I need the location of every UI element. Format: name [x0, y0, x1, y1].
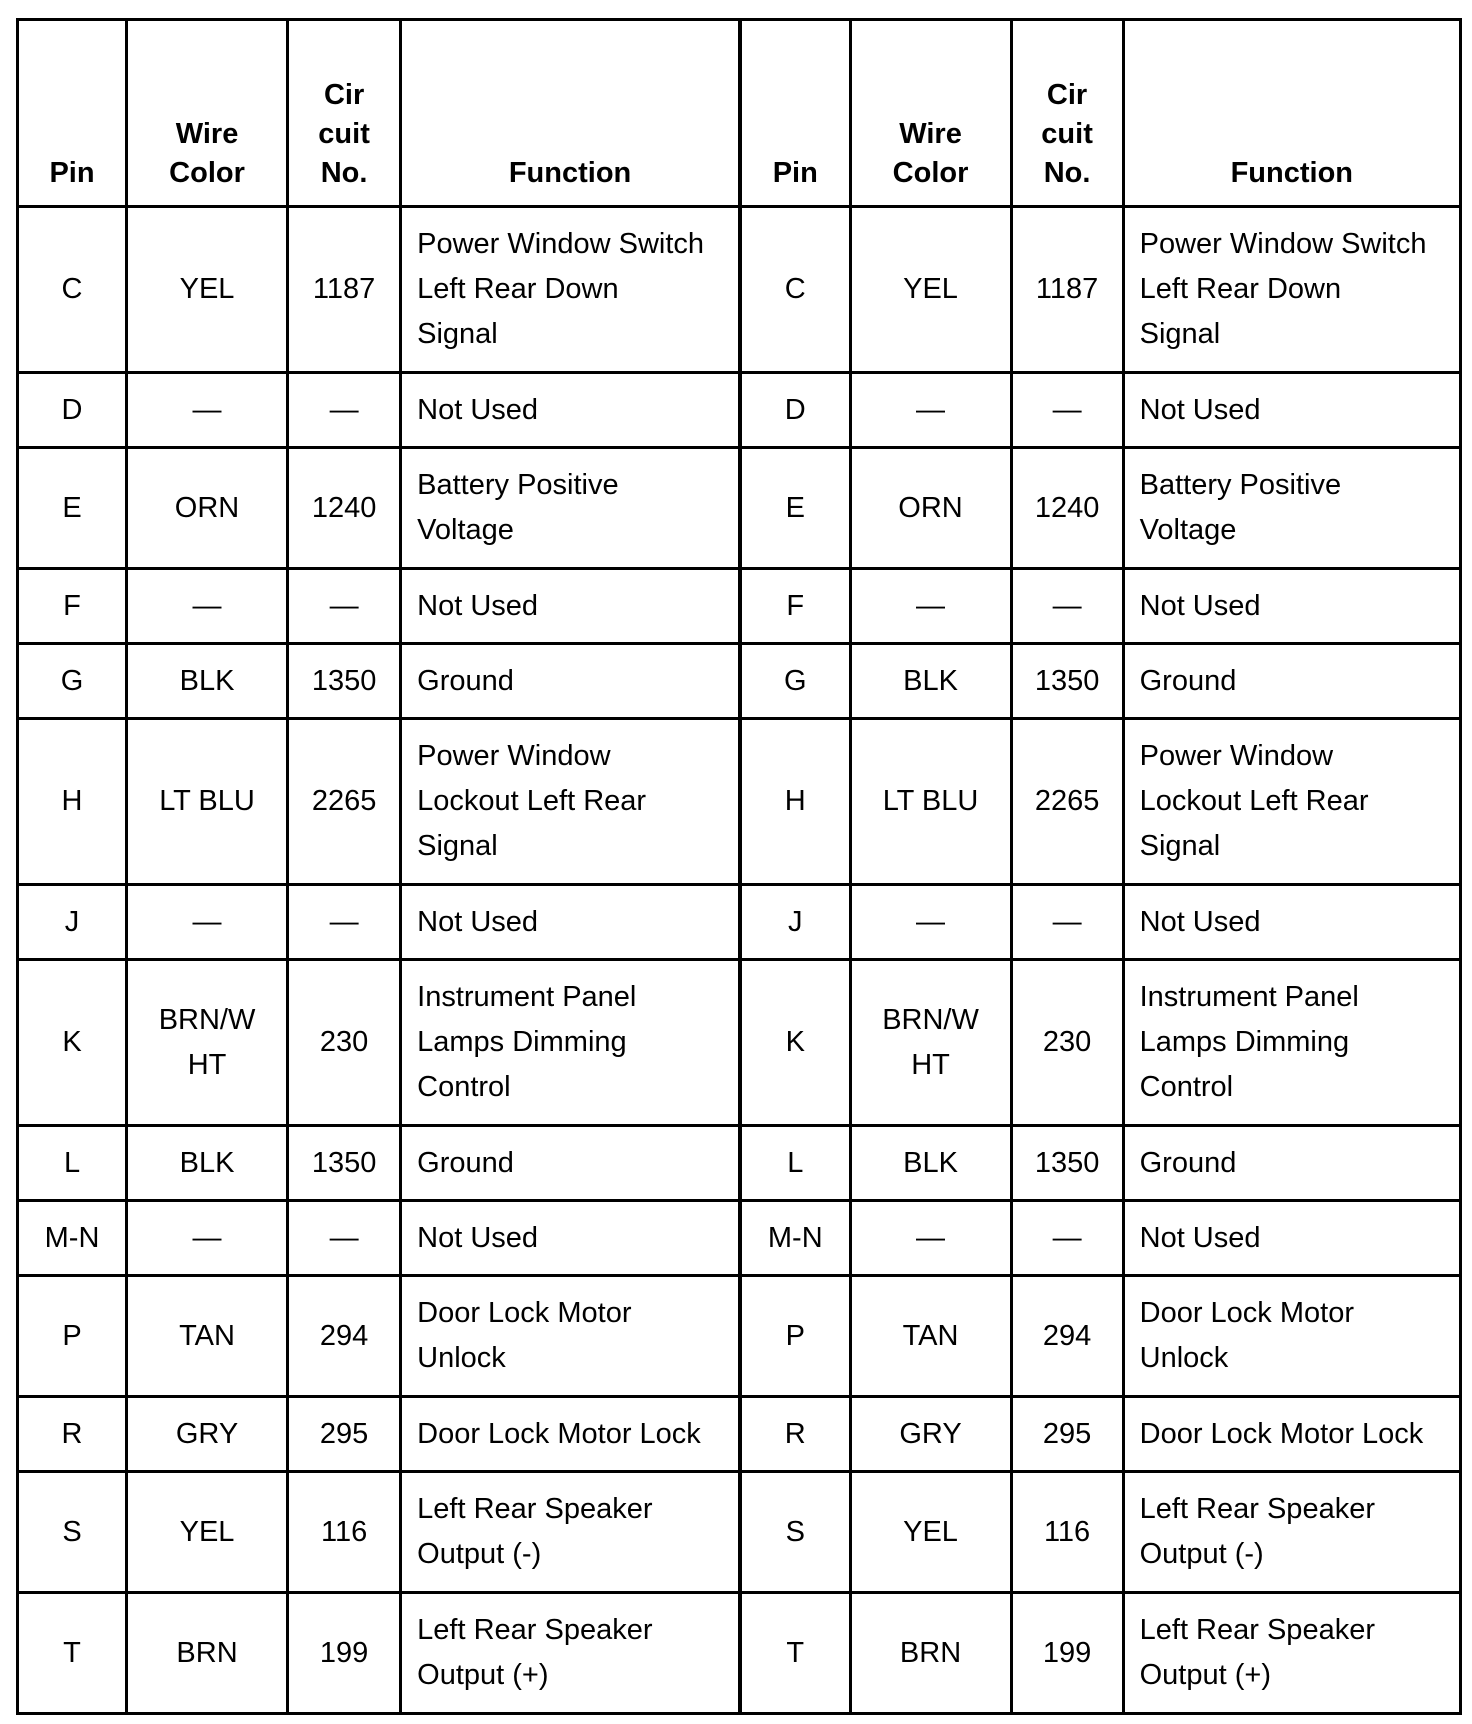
function-line: Lamps Dimming	[1139, 1026, 1350, 1058]
circuit-no-value: 1350	[311, 664, 377, 697]
function-line: Voltage	[1139, 514, 1237, 546]
circuit-no-cell	[288, 373, 401, 448]
function-cell	[1123, 644, 1460, 719]
circuit-no-cell	[288, 1397, 401, 1472]
function-line: Unlock	[1139, 1342, 1229, 1374]
function-line: Power Window	[1139, 740, 1334, 772]
wire-color-cell	[850, 960, 1011, 1126]
circuit-no-cell	[1011, 448, 1123, 569]
pin-cell	[740, 644, 850, 719]
function-cell	[1123, 207, 1460, 373]
pin-value: R	[61, 1417, 83, 1450]
header-wire-color: Wire Color	[850, 20, 1011, 207]
pin-value: L	[787, 1146, 804, 1179]
circuit-no-cell	[288, 1276, 401, 1397]
circuit-no-cell	[1011, 644, 1123, 719]
table-row	[18, 1593, 1461, 1714]
circuit-no-value: 1187	[312, 273, 376, 305]
function-cell	[1123, 719, 1460, 885]
header-pin: Pin	[18, 20, 127, 207]
circuit-no-value: 1240	[1034, 491, 1100, 524]
circuit-no-cell	[288, 885, 401, 960]
wire-color-value: YEL	[179, 1515, 235, 1548]
function-line: Not Used	[1139, 589, 1261, 622]
function-line: Instrument Panel	[1139, 981, 1359, 1013]
pin-cell	[18, 569, 127, 644]
table-row	[18, 569, 1461, 644]
table-row	[18, 1472, 1461, 1593]
function-cell	[401, 1397, 740, 1472]
pin-cell	[740, 960, 850, 1126]
wire-color-value: YEL	[903, 1515, 958, 1548]
header-circuit-no: Cir cuit No.	[288, 20, 401, 207]
pin-value: T	[63, 1636, 81, 1669]
function-cell	[1123, 1276, 1460, 1397]
function-cell	[1123, 373, 1460, 448]
wire-color-value: —	[192, 589, 222, 622]
wire-color-value: BRN/W	[158, 1003, 256, 1036]
pin-value: K	[785, 1026, 805, 1058]
wire-color-value: ORN	[174, 491, 240, 524]
function-line: Door Lock Motor	[1139, 1297, 1354, 1329]
pin-cell	[18, 1126, 127, 1201]
function-line: Power Window Switch	[1139, 228, 1427, 260]
wire-color-cell	[127, 644, 288, 719]
function-line: Not Used	[1139, 1221, 1261, 1254]
circuit-no-value: 2265	[1034, 785, 1100, 817]
circuit-no-value: —	[329, 393, 359, 426]
pin-cell	[740, 448, 850, 569]
wire-color-cell	[127, 719, 288, 885]
pin-value: L	[63, 1146, 81, 1179]
wire-color-cell	[850, 207, 1011, 373]
wire-color-value: BRN/W	[882, 1003, 979, 1036]
function-line: Not Used	[417, 1221, 539, 1254]
pin-value: M-N	[44, 1221, 100, 1254]
wire-color-value: LT BLU	[159, 785, 255, 817]
function-line: Control	[417, 1071, 511, 1103]
circuit-no-value: 116	[320, 1515, 368, 1548]
function-line: Lockout Left Rear	[1139, 785, 1369, 817]
function-line: Output (+)	[1139, 1659, 1271, 1691]
wire-color-value: ORN	[898, 491, 963, 524]
circuit-no-cell	[1011, 719, 1123, 885]
circuit-no-value: 1240	[311, 491, 377, 524]
function-line: Ground	[1139, 1146, 1237, 1179]
circuit-no-value: 230	[319, 1026, 369, 1058]
function-line: Left Rear Down	[1139, 273, 1342, 305]
function-line: Signal	[1139, 318, 1221, 350]
pin-cell	[18, 1201, 127, 1276]
pin-cell	[18, 373, 127, 448]
function-cell	[1123, 1126, 1460, 1201]
wire-color-cell	[850, 569, 1011, 644]
wire-color-value: —	[916, 589, 946, 622]
function-line: Output (-)	[417, 1538, 542, 1570]
wire-color-value: GRY	[899, 1417, 962, 1450]
circuit-no-cell	[1011, 569, 1123, 644]
function-cell	[401, 207, 740, 373]
table-row	[18, 207, 1461, 373]
pin-cell	[18, 960, 127, 1126]
wire-color-value: BRN	[899, 1636, 962, 1669]
header-wire-color: Wire Color	[127, 20, 288, 207]
pin-value: C	[61, 273, 83, 305]
circuit-no-cell	[1011, 1126, 1123, 1201]
table-header	[18, 20, 1461, 207]
table-row	[18, 719, 1461, 885]
table-body	[18, 207, 1461, 1714]
wire-color-cell	[127, 569, 288, 644]
function-cell	[401, 960, 740, 1126]
pin-cell	[740, 885, 850, 960]
table-row	[18, 644, 1461, 719]
circuit-no-cell	[1011, 1201, 1123, 1276]
table-row	[18, 1276, 1461, 1397]
function-line: Left Rear Speaker	[417, 1614, 653, 1646]
wire-color-cell	[127, 1397, 288, 1472]
wire-color-value: TAN	[902, 1319, 959, 1352]
wire-color-cell	[850, 1593, 1011, 1714]
wire-color-cell	[127, 1472, 288, 1593]
pin-value: M-N	[767, 1221, 823, 1254]
wire-color-value: YEL	[903, 273, 958, 305]
wire-color-cell	[850, 644, 1011, 719]
pin-value: F	[63, 589, 81, 622]
wire-color-value: TAN	[179, 1319, 235, 1352]
circuit-no-value: 199	[1042, 1636, 1092, 1669]
circuit-no-cell	[288, 1126, 401, 1201]
function-line: Door Lock Motor	[417, 1297, 632, 1329]
circuit-no-value: —	[329, 589, 359, 622]
function-line: Left Rear Down	[417, 273, 619, 305]
function-cell	[1123, 1201, 1460, 1276]
pin-cell	[18, 1397, 127, 1472]
function-cell	[1123, 569, 1460, 644]
table-row	[18, 373, 1461, 448]
circuit-no-cell	[1011, 1593, 1123, 1714]
circuit-no-value: 1350	[1034, 1146, 1100, 1179]
circuit-no-value: 116	[1043, 1515, 1091, 1548]
pin-value: G	[60, 664, 84, 697]
wire-color-value: BLK	[179, 1146, 235, 1179]
wire-color-value: YEL	[179, 273, 235, 305]
wire-color-value: LT BLU	[882, 785, 979, 817]
pin-cell	[18, 1593, 127, 1714]
wire-color-cell	[850, 719, 1011, 885]
table-row	[18, 960, 1461, 1126]
wire-color-cell	[127, 373, 288, 448]
pin-cell	[18, 207, 127, 373]
circuit-no-value: —	[1052, 393, 1082, 426]
wire-color-cell	[127, 207, 288, 373]
wire-color-cell	[850, 1201, 1011, 1276]
pin-value: P	[785, 1319, 805, 1352]
pin-cell	[740, 569, 850, 644]
circuit-no-value: 1350	[311, 1146, 377, 1179]
table-row	[18, 448, 1461, 569]
function-cell	[1123, 448, 1460, 569]
function-cell	[1123, 1593, 1460, 1714]
pin-value: D	[61, 393, 83, 426]
function-cell	[401, 448, 740, 569]
wire-color-cell	[850, 1472, 1011, 1593]
function-line: Signal	[1139, 830, 1221, 862]
wire-color-cell	[127, 448, 288, 569]
circuit-no-cell	[288, 719, 401, 885]
wire-color-value: HT	[187, 1048, 227, 1081]
wire-color-value: BRN	[176, 1636, 238, 1669]
pin-cell	[18, 644, 127, 719]
circuit-no-value: —	[1052, 1221, 1082, 1254]
pin-value: T	[786, 1636, 805, 1669]
circuit-no-value: 295	[319, 1417, 369, 1450]
wire-color-cell	[127, 960, 288, 1126]
pin-cell	[740, 1201, 850, 1276]
pin-value: K	[62, 1026, 82, 1058]
pin-value: R	[784, 1417, 806, 1450]
function-line: Lamps Dimming	[417, 1026, 627, 1058]
header-circuit-no: Cir cuit No.	[1011, 20, 1123, 207]
pin-cell	[740, 1276, 850, 1397]
circuit-no-cell	[288, 1472, 401, 1593]
function-line: Voltage	[417, 514, 514, 546]
circuit-no-cell	[288, 207, 401, 373]
wire-color-value: BLK	[903, 1146, 958, 1179]
wire-color-value: HT	[911, 1048, 950, 1081]
function-cell	[1123, 960, 1460, 1126]
function-cell	[1123, 1397, 1460, 1472]
circuit-no-value: 294	[1042, 1319, 1092, 1352]
circuit-no-cell	[288, 448, 401, 569]
circuit-no-cell	[288, 644, 401, 719]
function-cell	[401, 1593, 740, 1714]
wire-color-cell	[127, 1126, 288, 1201]
wire-color-cell	[127, 1201, 288, 1276]
pin-value: H	[61, 785, 83, 817]
wire-color-value: —	[192, 1221, 222, 1254]
circuit-no-cell	[288, 960, 401, 1126]
wire-color-value: —	[916, 393, 946, 426]
table-row	[18, 1397, 1461, 1472]
pin-value: J	[788, 905, 803, 938]
circuit-no-value: 199	[319, 1636, 369, 1669]
function-line: Not Used	[1139, 393, 1261, 426]
pin-value: F	[786, 589, 805, 622]
header-function: Function	[401, 20, 740, 207]
header-function: Function	[1123, 20, 1460, 207]
header-pin: Pin	[740, 20, 850, 207]
circuit-no-cell	[1011, 207, 1123, 373]
pin-cell	[18, 448, 127, 569]
function-line: Door Lock Motor Lock	[417, 1417, 701, 1450]
wire-color-cell	[850, 448, 1011, 569]
circuit-no-cell	[288, 1593, 401, 1714]
pin-value: D	[784, 393, 806, 426]
circuit-no-value: 2265	[311, 785, 377, 817]
function-line: Left Rear Speaker	[1139, 1493, 1375, 1525]
wire-color-value: —	[192, 393, 222, 426]
pin-value: G	[783, 664, 807, 697]
pin-cell	[740, 1593, 850, 1714]
function-cell	[1123, 885, 1460, 960]
table-row	[18, 1201, 1461, 1276]
function-line: Ground	[417, 664, 514, 697]
function-line: Output (+)	[417, 1659, 549, 1691]
wire-color-cell	[127, 1276, 288, 1397]
circuit-no-value: 230	[1042, 1026, 1092, 1058]
function-cell	[401, 1472, 740, 1593]
pin-value: H	[784, 785, 806, 817]
circuit-no-value: 1187	[1035, 273, 1099, 305]
pin-value: C	[784, 273, 806, 305]
wire-color-cell	[127, 1593, 288, 1714]
circuit-no-cell	[1011, 373, 1123, 448]
circuit-no-cell	[1011, 1397, 1123, 1472]
table-row	[18, 1126, 1461, 1201]
function-line: Left Rear Speaker	[1139, 1614, 1375, 1646]
pin-cell	[740, 1397, 850, 1472]
function-cell	[401, 719, 740, 885]
pin-cell	[18, 719, 127, 885]
pin-value: E	[62, 491, 82, 524]
function-line: Battery Positive	[417, 469, 619, 501]
pin-cell	[18, 1472, 127, 1593]
function-cell	[401, 1276, 740, 1397]
function-line: Control	[1139, 1071, 1234, 1103]
function-line: Not Used	[417, 589, 539, 622]
circuit-no-value: 295	[1042, 1417, 1092, 1450]
function-line: Instrument Panel	[417, 981, 637, 1013]
function-line: Signal	[417, 830, 498, 862]
function-cell	[1123, 1472, 1460, 1593]
function-line: Ground	[1139, 664, 1237, 697]
circuit-no-cell	[288, 569, 401, 644]
wire-color-value: BLK	[903, 664, 958, 697]
pin-cell	[740, 1472, 850, 1593]
pin-cell	[740, 373, 850, 448]
function-line: Lockout Left Rear	[417, 785, 647, 817]
function-line: Output (-)	[1139, 1538, 1264, 1570]
pin-value: J	[64, 905, 80, 938]
function-cell	[401, 373, 740, 448]
circuit-no-value: —	[1052, 589, 1082, 622]
function-line: Left Rear Speaker	[417, 1493, 653, 1525]
pin-value: P	[62, 1319, 82, 1352]
wire-color-value: BLK	[179, 664, 235, 697]
pin-cell	[18, 1276, 127, 1397]
pin-cell	[740, 207, 850, 373]
function-line: Not Used	[417, 905, 539, 938]
circuit-no-value: —	[329, 1221, 359, 1254]
function-line: Battery Positive	[1139, 469, 1342, 501]
function-line: Unlock	[417, 1342, 506, 1374]
connector-pinout-table	[16, 18, 1462, 1715]
function-cell	[401, 1126, 740, 1201]
function-cell	[401, 644, 740, 719]
wire-color-value: GRY	[175, 1417, 239, 1450]
function-cell	[401, 1201, 740, 1276]
wire-color-cell	[850, 1276, 1011, 1397]
circuit-no-cell	[1011, 1472, 1123, 1593]
circuit-no-value: 294	[319, 1319, 369, 1352]
function-cell	[401, 885, 740, 960]
pin-value: E	[785, 491, 805, 524]
function-cell	[401, 569, 740, 644]
function-line: Power Window	[417, 740, 611, 772]
pin-value: S	[62, 1515, 82, 1548]
circuit-no-value: —	[1052, 905, 1082, 938]
wire-color-value: —	[192, 905, 222, 938]
circuit-no-cell	[1011, 1276, 1123, 1397]
pin-cell	[18, 885, 127, 960]
wire-color-cell	[850, 1397, 1011, 1472]
circuit-no-value: —	[329, 905, 359, 938]
circuit-no-value: 1350	[1034, 664, 1100, 697]
function-line: Not Used	[1139, 905, 1261, 938]
wire-color-cell	[850, 1126, 1011, 1201]
function-line: Not Used	[417, 393, 539, 426]
function-line: Door Lock Motor Lock	[1139, 1417, 1424, 1450]
pin-value: S	[785, 1515, 805, 1548]
circuit-no-cell	[1011, 885, 1123, 960]
wire-color-cell	[850, 373, 1011, 448]
wire-color-cell	[850, 885, 1011, 960]
wire-color-cell	[127, 885, 288, 960]
wire-color-value: —	[916, 1221, 946, 1254]
table-row	[18, 885, 1461, 960]
wire-color-value: —	[916, 905, 946, 938]
pin-cell	[740, 1126, 850, 1201]
function-line: Signal	[417, 318, 498, 350]
function-line: Ground	[417, 1146, 514, 1179]
circuit-no-cell	[1011, 960, 1123, 1126]
circuit-no-cell	[288, 1201, 401, 1276]
pin-cell	[740, 719, 850, 885]
function-line: Power Window Switch	[417, 228, 705, 260]
